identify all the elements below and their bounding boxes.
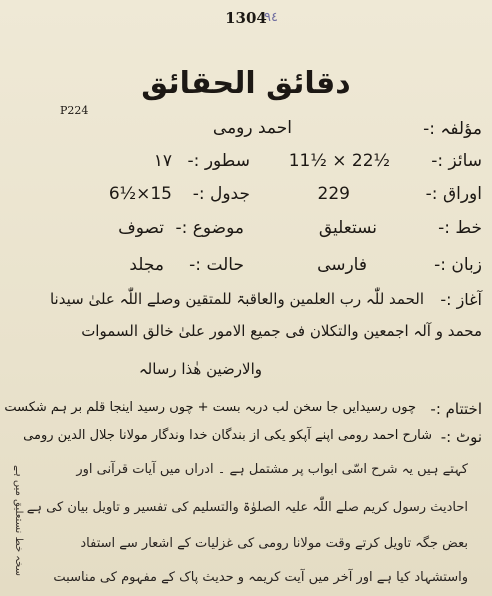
table-value: 6½×15 — [108, 184, 172, 204]
ending-label: اختتام :- — [430, 400, 482, 418]
table-label: جدول :- — [192, 184, 250, 204]
lines-value: ١٧ — [153, 151, 172, 171]
catalog-ref: P224 — [60, 104, 89, 117]
folios-label: اوراق :- — [425, 184, 482, 204]
beginning-label: آغاز :- — [440, 290, 482, 309]
condition-label: حالت :- — [189, 255, 244, 275]
note-line-2: کہتے ہیں یہ شرح اسّی ابواب پر مشتمل ہے ۔ ادراں میں آیات قرآنی اور — [76, 462, 468, 477]
page-header — [0, 8, 492, 27]
size-value: 11½ × 22½ — [288, 151, 390, 171]
author-value: احمد رومی — [212, 118, 292, 138]
size-label: سائز :- — [431, 151, 482, 171]
subject-value: تصوف — [118, 218, 164, 238]
size-row — [14, 151, 482, 181]
folios-row — [14, 184, 482, 214]
script-label: خط :- — [438, 218, 482, 238]
language-value: فارسی — [317, 255, 367, 275]
side-margin-note: سخہ خط نستعلیق میں ہے — [13, 464, 24, 576]
note-label: نوٹ :- — [440, 428, 482, 446]
author-label: مؤلفہ :- — [423, 119, 482, 139]
author-row — [14, 118, 482, 148]
note-line-5: واستشہاد کیا ہے اور آخر میں آیت کریمہ و حدیث پاک کے مفہوم کی مناسبت — [53, 570, 468, 585]
pencil-note: ٩٤ — [264, 10, 278, 25]
manuscript-title: دقائق الحقائق — [141, 66, 351, 101]
language-label: زبان :- — [434, 255, 482, 275]
condition-value: مجلد — [129, 255, 164, 275]
script-value: نستعلیق — [318, 218, 377, 238]
lines-label: سطور :- — [187, 151, 250, 171]
page-number: 1304 — [225, 9, 267, 27]
ending-text: چوں رسیدایں جا سخن لب دربہ بست + چوں رسید اینجا قلم بر ہم شکست — [4, 400, 416, 415]
beginning-line-2: محمد و آلہ اجمعین والتکلان فی جمیع الامور علیٰ خالق السموات — [81, 322, 482, 340]
beginning-line-1: الحمد للّٰہ رب العلمین والعاقبۃ للمتقین وصلے اللّٰہ علیٰ سیدنا — [49, 290, 424, 308]
language-row — [14, 255, 482, 285]
folios-value: 229 — [317, 184, 350, 204]
note-line-1: شارح احمد رومی اپنے آپکو یکی از بندگان خدا وندگار مولانا جلال الدین رومی — [23, 428, 432, 443]
beginning-line-3: والارضین ھٰذا رسالہ — [138, 360, 262, 378]
script-row — [14, 218, 482, 248]
note-line-3: احادیث رسول کریم صلے اللّٰہ علیہ الصلوٰۃ والتسلیم کی تفسیر و تاویل بیان کی ہے — [26, 500, 468, 515]
subject-label: موضوع :- — [175, 218, 244, 238]
note-line-4: بعض جگہ تاویل کرتے وقت مولانا رومی کی غزلیات کے اشعار سے استفاد — [80, 536, 468, 551]
